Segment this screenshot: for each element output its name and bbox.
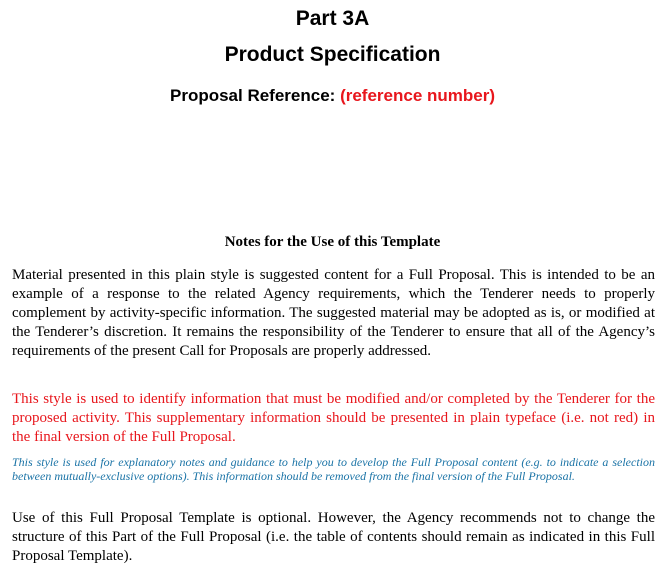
proposal-reference-value: (reference number) [340,86,495,105]
proposal-reference-label: Proposal Reference: [169,86,336,105]
document-title: Product Specification [224,43,441,66]
part-title: Part 3A [295,7,370,30]
notes-heading: Notes for the Use of this Template [224,234,441,250]
red-style-paragraph: This style is used to identify information that must be modified and/or completed by the Tenderer for the proposed activity. This supplementary information should be presented in plain typeface (i.e. not red) in the final version of the Full Proposal. [12,391,655,445]
template-usage-paragraph: Use of this Full Proposal Template is optional. However, the Agency recommends not to change the structure of this Part of the Full Proposal (i.e. the table of contents should remain as indicated in this Full Proposal Template). [12,510,655,564]
proposal-reference [0,85,665,107]
blue-style-paragraph: This style is used for explanatory notes and guidance to help you to develop the Full Proposal content (e.g. to indicate a selection between mutually-exclusive options). This information should be removed from the final version of the Full Proposal. [12,455,655,483]
plain-style-paragraph: Material presented in this plain style is suggested content for a Full Proposal. This is intended to be an example of a response to the related Agency requirements, which the Tenderer needs to properly complement by activity-specific information. The suggested material may be adopted as is, or modified at the Tenderer’s discretion. It remains the responsibility of the Tenderer to ensure that all of the Agency’s requirements of the present Call for Proposals are properly addressed. [12,267,655,359]
